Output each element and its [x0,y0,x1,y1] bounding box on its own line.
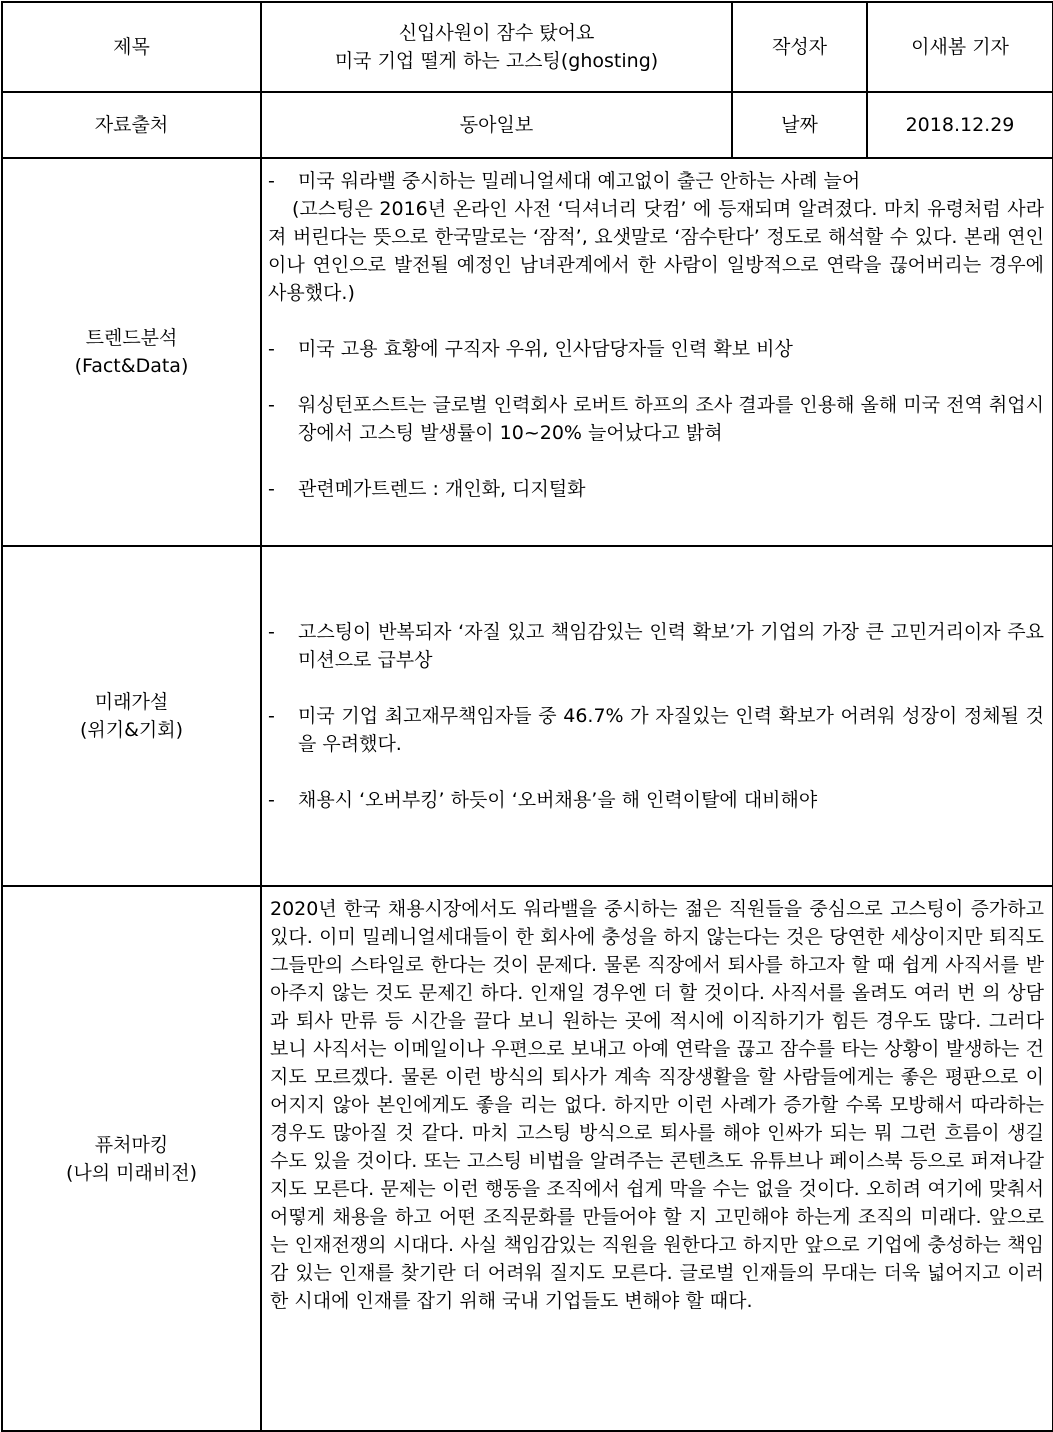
vision-row [2,886,1053,1431]
trend-item-1-text: 미국 워라밸 중시하는 밀레니얼세대 예고없이 출근 안하는 사례 늘어 [298,170,861,192]
date-value: 2018.12.29 [867,92,1053,158]
vision-label-line-1: 퓨처마킹 [94,1133,169,1156]
title-label: 제목 [2,2,261,92]
title-line-1: 신입사원이 잠수 탔어요 [398,22,595,44]
vision-label [2,886,261,1431]
trend-content [261,158,1053,546]
vision-label-line-2: (나의 미래비전) [66,1161,197,1184]
trend-item-1 [268,167,1044,307]
hypothesis-item-2: - 미국 기업 최고재무책임자들 중 46.7% 가 자질있는 인력 확보가 어려워 성장이 정체될 것을 우려했다. [268,702,1044,758]
trend-item-2: - 미국 고용 효황에 구직자 우위, 인사담당자들 인력 확보 비상 [268,335,1044,363]
title-value [261,2,732,92]
trend-label-line-2: (Fact&Data) [74,355,189,377]
trend-item-3: - 워싱턴포스트는 글로벌 인력회사 로버트 하프의 조사 결과를 인용해 올해 미국 전역 취업시장에서 고스팅 발생률이 10~20% 늘어났다고 밝혀 [268,391,1044,447]
title-line-2: 미국 기업 떨게 하는 고스팅(ghosting) [334,50,659,72]
report-table [1,1,1053,1432]
trend-label [2,158,261,546]
date-label: 날짜 [732,92,867,158]
author-value: 이새봄 기자 [867,2,1053,92]
trend-item-1-note: (고스팅은 2016년 온라인 사전 ‘딕셔너리 닷컴’ 에 등재되며 알려졌다. 마치 유령처럼 사라져 버린다는 뜻으로 한국말로는 ‘잠적’, 요샛말로 ‘잠수탄다’ 정도로 해석할 수 있다. 본래 연인이나 연인으로 발전될 예정인 남녀관계에서 한 사람이 일방적으로 연락을 끊어버리는 경우에 사용했다.) [268,198,1044,304]
hypothesis-item-1: - 고스팅이 반복되자 ‘자질 있고 책임감있는 인력 확보’가 기업의 가장 큰 고민거리이자 주요 미션으로 급부상 [268,618,1044,674]
hypothesis-label-line-2: (위기&기회) [79,719,184,741]
vision-text: 2020년 한국 채용시장에서도 워라밸을 중시하는 젊은 직원들을 중심으로 고스팅이 증가하고 있다. 이미 밀레니얼세대들이 한 회사에 충성을 하지 않는다는 것은 당연한 세상이지만 퇴직도 그들만의 스타일로 한다는 것이 문제다. 물론 직장에서 퇴사를 하고자 할 때 쉽게 사직서를 받아주지 않는 것도 문제긴 하다. 인재일 경우엔 더 할 것이다. 사직서를 올려도 여러 번 의 상담과 퇴사 만류 등 시간을 끌다 보니 원하는 곳에 적시에 이직하기가 힘든 경우도 많다. 그러다 보니 사직서는 이메일이나 우편으로 보내고 아예 연락을 끊고 잠수를 타는 상황이 발생하는 건지도 모르겠다. 물론 이런 방식의 퇴사가 계속 직장생활을 할 사람들에게는 좋은 평판으로 이어지지 않아 본인에게도 좋을 리는 없다. 하지만 이런 사례가 증가할 수록 모방해서 따라하는 경우도 많아질 것 같다. 마치 고스팅 방식으로 퇴사를 해야 인싸가 되는 뭐 그런 흐름이 생길 수도 있을 것이다. 또는 고스팅 비법을 알려주는 콘텐츠도 유튜브나 페이스북 등으로 퍼져나갈 지도 모른다. 문제는 이런 행동을 조직에서 쉽게 막을 수는 없을 것이다. 오히려 여기에 맞춰서 어떻게 채용을 하고 어떤 조직문화를 만들어야 할 지 고민해야 하는게 조직의 미래다. 앞으로는 인재전쟁의 시대다. 사실 책임감있는 직원을 원한다고 하지만 앞으로 기업에 충성하는 책임감 있는 인재를 찾기란 더 어려워 질지도 모른다. 글로벌 인재들의 무대는 더욱 넓어지고 이러한 시대에 인재를 잡기 위해 국내 기업들도 변해야 할 때다. [270,898,1044,1312]
source-row [2,92,1053,158]
trend-row [2,158,1053,546]
hypothesis-label [2,546,261,886]
vision-content [261,886,1053,1431]
trend-label-line-1: 트렌드분석 [85,327,178,349]
author-label: 작성자 [732,2,867,92]
title-row [2,2,1053,92]
trend-list [262,167,1052,503]
hypothesis-label-line-1: 미래가설 [94,691,169,713]
hypothesis-row [2,546,1053,886]
trend-item-4: - 관련메가트렌드 : 개인화, 디지털화 [268,475,1044,503]
source-value: 동아일보 [261,92,732,158]
hypothesis-item-3: - 채용시 ‘오버부킹’ 하듯이 ‘오버채용’을 해 인력이탈에 대비해야 [268,786,1044,814]
hypothesis-content [261,546,1053,886]
hypothesis-list [262,618,1052,814]
source-label: 자료출처 [2,92,261,158]
